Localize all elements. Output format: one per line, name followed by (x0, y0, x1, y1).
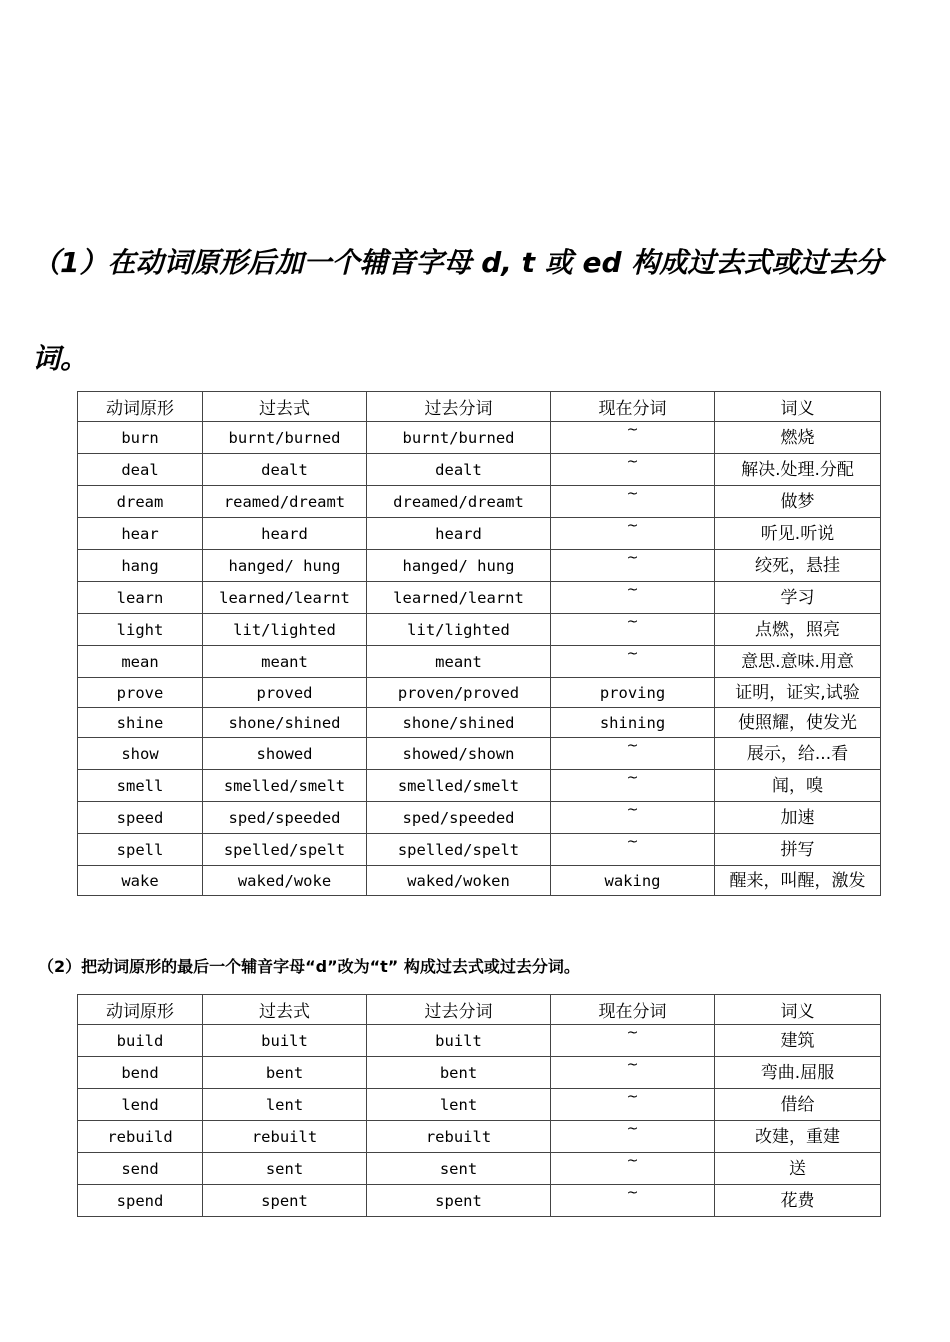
table-header-row (78, 995, 881, 1025)
cell-meaning: 使照耀，使发光 (715, 708, 881, 738)
cell-meaning: 拼写 (715, 834, 881, 866)
cell-base-form: speed (78, 802, 203, 834)
cell-past-tense: lent (203, 1089, 367, 1121)
cell-past-participle: sent (367, 1153, 551, 1185)
cell-present-participle: ~ (551, 486, 715, 518)
cell-base-form: spell (78, 834, 203, 866)
cell-past-tense: showed (203, 738, 367, 770)
table-row (78, 1121, 881, 1153)
table-row (78, 614, 881, 646)
cell-past-tense: learned/learnt (203, 582, 367, 614)
cell-present-participle: ~ (551, 422, 715, 454)
cell-base-form: wake (78, 866, 203, 896)
cell-past-tense: dealt (203, 454, 367, 486)
cell-meaning: 醒来，叫醒，激发 (715, 866, 881, 896)
cell-base-form: show (78, 738, 203, 770)
cell-meaning: 加速 (715, 802, 881, 834)
cell-base-form: dream (78, 486, 203, 518)
cell-meaning: 建筑 (715, 1025, 881, 1057)
cell-base-form: rebuild (78, 1121, 203, 1153)
cell-meaning: 弯曲.屈服 (715, 1057, 881, 1089)
cell-past-tense: meant (203, 646, 367, 678)
table-row (78, 454, 881, 486)
header-past-tense: 过去式 (203, 392, 367, 422)
cell-past-tense: lit/lighted (203, 614, 367, 646)
table-row (78, 1185, 881, 1217)
cell-meaning: 借给 (715, 1089, 881, 1121)
cell-present-participle: ~ (551, 834, 715, 866)
cell-meaning: 燃烧 (715, 422, 881, 454)
cell-meaning: 送 (715, 1153, 881, 1185)
cell-past-tense: sent (203, 1153, 367, 1185)
table-row (78, 1025, 881, 1057)
cell-past-participle: built (367, 1025, 551, 1057)
cell-past-tense: shone/shined (203, 708, 367, 738)
header-present-participle: 现在分词 (551, 392, 715, 422)
header-past-participle: 过去分词 (367, 392, 551, 422)
cell-present-participle: ~ (551, 582, 715, 614)
cell-base-form: send (78, 1153, 203, 1185)
table-row (78, 1057, 881, 1089)
table-row (78, 770, 881, 802)
cell-past-participle: smelled/smelt (367, 770, 551, 802)
cell-base-form: prove (78, 678, 203, 708)
cell-meaning: 听见.听说 (715, 518, 881, 550)
cell-meaning: 展示，给...看 (715, 738, 881, 770)
cell-past-participle: proven/proved (367, 678, 551, 708)
section-2-heading: （2）把动词原形的最后一个辅音字母“d”改为“t” 构成过去式或过去分词。 (38, 957, 580, 976)
cell-present-participle: ~ (551, 738, 715, 770)
cell-past-participle: waked/woken (367, 866, 551, 896)
cell-past-tense: proved (203, 678, 367, 708)
table-row (78, 550, 881, 582)
cell-present-participle: ~ (551, 1153, 715, 1185)
cell-base-form: mean (78, 646, 203, 678)
cell-past-tense: hanged/ hung (203, 550, 367, 582)
header-meaning: 词义 (715, 995, 881, 1025)
cell-past-participle: spent (367, 1185, 551, 1217)
verb-table-1 (77, 391, 881, 896)
cell-present-participle: ~ (551, 1025, 715, 1057)
cell-past-participle: hanged/ hung (367, 550, 551, 582)
cell-base-form: light (78, 614, 203, 646)
cell-base-form: hang (78, 550, 203, 582)
cell-base-form: spend (78, 1185, 203, 1217)
header-past-participle: 过去分词 (367, 995, 551, 1025)
header-past-tense: 过去式 (203, 995, 367, 1025)
cell-past-participle: showed/shown (367, 738, 551, 770)
section-1-heading: （1）在动词原形后加一个辅音字母 d, t 或 ed 构成过去式或过去分词。 (32, 246, 884, 375)
cell-past-tense: waked/woke (203, 866, 367, 896)
cell-past-tense: sped/speeded (203, 802, 367, 834)
cell-meaning: 学习 (715, 582, 881, 614)
cell-past-participle: spelled/spelt (367, 834, 551, 866)
cell-present-participle: ~ (551, 1089, 715, 1121)
cell-past-tense: heard (203, 518, 367, 550)
cell-past-participle: lit/lighted (367, 614, 551, 646)
cell-meaning: 闻，嗅 (715, 770, 881, 802)
cell-present-participle: ~ (551, 770, 715, 802)
table-row (78, 422, 881, 454)
cell-past-participle: dreamed/dreamt (367, 486, 551, 518)
table-row (78, 646, 881, 678)
cell-past-tense: rebuilt (203, 1121, 367, 1153)
cell-past-participle: meant (367, 646, 551, 678)
cell-present-participle: ~ (551, 1121, 715, 1153)
cell-present-participle: ~ (551, 1057, 715, 1089)
cell-past-participle: heard (367, 518, 551, 550)
cell-base-form: burn (78, 422, 203, 454)
cell-past-tense: smelled/smelt (203, 770, 367, 802)
cell-past-participle: sped/speeded (367, 802, 551, 834)
cell-meaning: 点燃，照亮 (715, 614, 881, 646)
cell-past-participle: lent (367, 1089, 551, 1121)
cell-base-form: deal (78, 454, 203, 486)
cell-past-participle: shone/shined (367, 708, 551, 738)
cell-past-participle: bent (367, 1057, 551, 1089)
cell-present-participle: waking (551, 866, 715, 896)
cell-past-tense: spent (203, 1185, 367, 1217)
cell-present-participle: ~ (551, 1185, 715, 1217)
cell-present-participle: ~ (551, 454, 715, 486)
cell-past-participle: dealt (367, 454, 551, 486)
cell-present-participle: ~ (551, 550, 715, 582)
cell-meaning: 花费 (715, 1185, 881, 1217)
cell-past-tense: spelled/spelt (203, 834, 367, 866)
cell-base-form: build (78, 1025, 203, 1057)
cell-present-participle: ~ (551, 802, 715, 834)
cell-meaning: 解决.处理.分配 (715, 454, 881, 486)
table-row (78, 802, 881, 834)
cell-meaning: 意思.意味.用意 (715, 646, 881, 678)
table-row (78, 582, 881, 614)
table-row (78, 866, 881, 896)
cell-meaning: 证明，证实,试验 (715, 678, 881, 708)
cell-base-form: learn (78, 582, 203, 614)
cell-base-form: bend (78, 1057, 203, 1089)
header-meaning: 词义 (715, 392, 881, 422)
cell-present-participle: ~ (551, 518, 715, 550)
table-row (78, 1089, 881, 1121)
cell-past-tense: reamed/dreamt (203, 486, 367, 518)
cell-past-participle: learned/learnt (367, 582, 551, 614)
cell-present-participle: shining (551, 708, 715, 738)
verb-table-2 (77, 994, 881, 1217)
cell-base-form: lend (78, 1089, 203, 1121)
table-row (78, 834, 881, 866)
table-row (78, 486, 881, 518)
header-base-form: 动词原形 (78, 392, 203, 422)
cell-base-form: hear (78, 518, 203, 550)
cell-meaning: 做梦 (715, 486, 881, 518)
header-base-form: 动词原形 (78, 995, 203, 1025)
cell-past-tense: bent (203, 1057, 367, 1089)
cell-meaning: 绞死，悬挂 (715, 550, 881, 582)
table-row (78, 738, 881, 770)
cell-past-tense: built (203, 1025, 367, 1057)
cell-meaning: 改建，重建 (715, 1121, 881, 1153)
table-row (78, 708, 881, 738)
cell-past-participle: burnt/burned (367, 422, 551, 454)
table-row (78, 678, 881, 708)
cell-present-participle: ~ (551, 614, 715, 646)
table-row (78, 1153, 881, 1185)
header-present-participle: 现在分词 (551, 995, 715, 1025)
table-row (78, 518, 881, 550)
cell-present-participle: proving (551, 678, 715, 708)
cell-base-form: smell (78, 770, 203, 802)
cell-past-participle: rebuilt (367, 1121, 551, 1153)
cell-base-form: shine (78, 708, 203, 738)
cell-past-tense: burnt/burned (203, 422, 367, 454)
table-header-row (78, 392, 881, 422)
cell-present-participle: ~ (551, 646, 715, 678)
